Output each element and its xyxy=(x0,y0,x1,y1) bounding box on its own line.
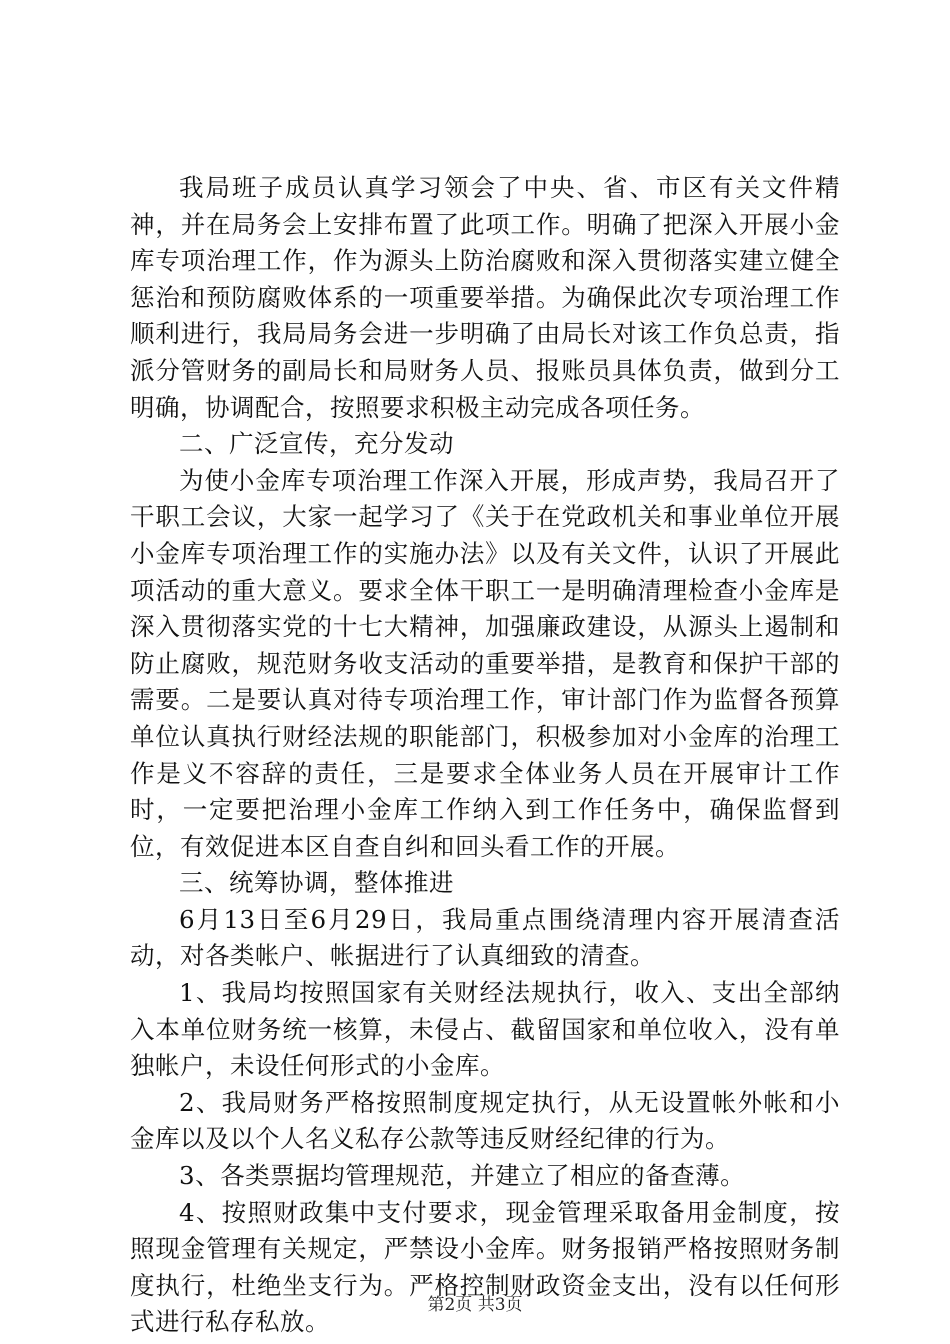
list-item-4: 4、按照财政集中支付要求，现金管理采取备用金制度，按照现金管理有关规定，严禁设小金库。财务报销严格按照财务制度执行，杜绝坐支行为。严格控制财政资金支出，没有以任何形式进行私存私放。 xyxy=(130,1197,840,1337)
paragraph-3: 6月13日至6月29日，我局重点围绕清理内容开展清查活动，对各类帐户、帐据进行了认真细致的清查。 xyxy=(130,904,840,971)
list-item-3: 3、各类票据均管理规范，并建立了相应的备查薄。 xyxy=(179,1161,746,1191)
paragraph-1: 我局班子成员认真学习领会了中央、省、市区有关文件精神，并在局务会上安排布置了此项工作。明确了把深入开展小金库专项治理工作，作为源头上防治腐败和深入贯彻落实建立健全惩治和预防腐败体系的一项重要举措。为确保此次专项治理工作顺利进行，我局局务会进一步明确了由局长对该工作负总责，指派分管财务的副局长和局财务人员、报账员具体负责，做到分工明确，协调配合，按照要求积极主动完成各项任务。 xyxy=(130,173,840,422)
section-heading-2: 二、广泛宣传，充分发动 xyxy=(179,429,454,459)
section-heading-3: 三、统筹协调，整体推进 xyxy=(179,868,454,898)
page-footer: 第2页 共3页 xyxy=(427,1295,523,1315)
document-body xyxy=(130,170,840,1341)
list-item-1: 1、我局均按照国家有关财经法规执行，收入、支出全部纳入本单位财务统一核算，未侵占、截留国家和单位收入，没有单独帐户，未设任何形式的小金库。 xyxy=(130,978,840,1081)
paragraph-2: 为使小金库专项治理工作深入开展，形成声势，我局召开了干职工会议，大家一起学习了《关于在党政机关和事业单位开展小金库专项治理工作的实施办法》以及有关文件，认识了开展此项活动的重大意义。要求全体干职工一是明确清理检查小金库是深入贯彻落实党的十七大精神，加强廉政建设，从源头上遏制和防止腐败，规范财务收支活动的重要举措，是教育和保护干部的需要。二是要认真对待专项治理工作，审计部门作为监督各预算单位认真执行财经法规的职能部门，积极参加对小金库的治理工作是义不容辞的责任，三是要求全体业务人员在开展审计工作时，一定要把治理小金库工作纳入到工作任务中，确保监督到位，有效促进本区自查自纠和回头看工作的开展。 xyxy=(130,465,840,861)
list-item-2: 2、我局财务严格按照制度规定执行，从无设置帐外帐和小金库以及以个人名义私存公款等违反财经纪律的行为。 xyxy=(130,1087,840,1154)
